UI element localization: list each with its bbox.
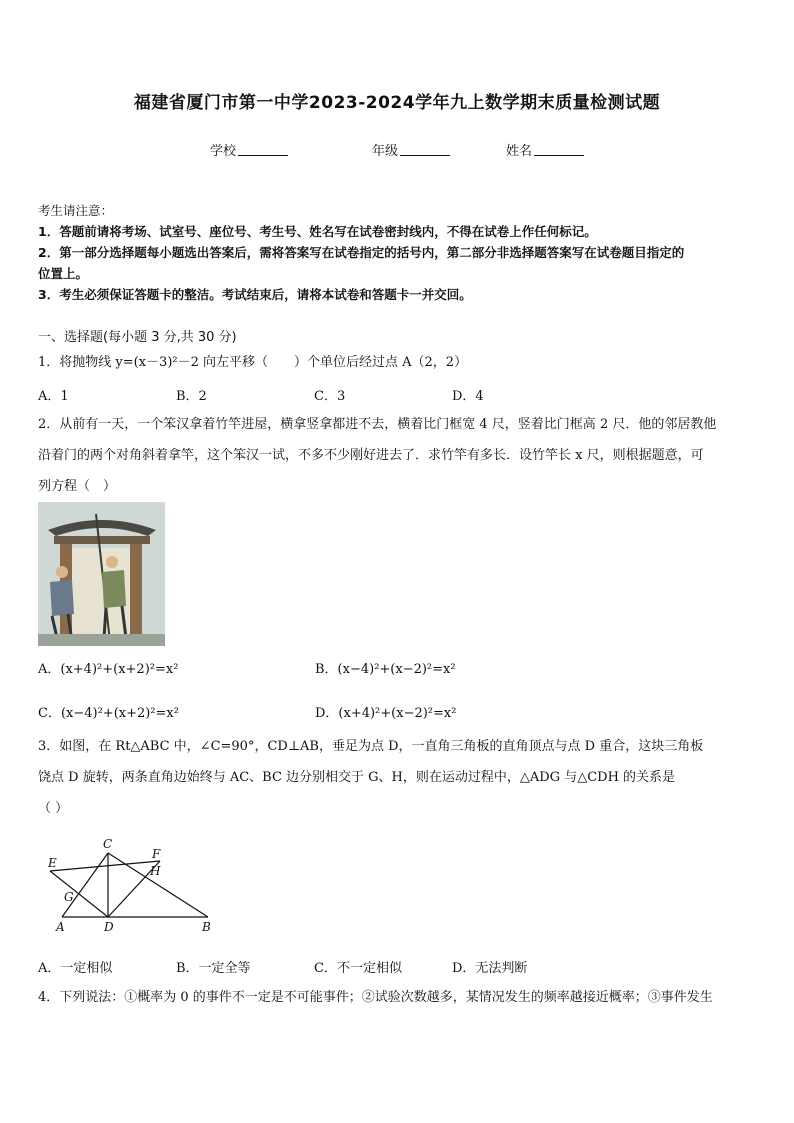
- q3-option-d: D．无法判断: [452, 961, 528, 976]
- notice-item: 位置上。: [38, 266, 89, 281]
- notice-item: 2．第一部分选择题每小题选出答案后，需将答案写在试卷指定的括号内，第二部分非选择题答案写在试卷题目指定的: [38, 245, 685, 260]
- label-b: B: [202, 920, 211, 934]
- question-2-line: 2．从前有一天，一个笨汉拿着竹竿进屋，横拿竖拿都进不去，横着比门框宽 4 尺，竖着比门框高 2 尺．他的邻居教他: [38, 417, 717, 432]
- q1-option-c: C．3: [314, 389, 346, 404]
- q1-option-d: D．4: [452, 389, 484, 404]
- q2-option-b: B．(x−4)²+(x−2)²=x²: [315, 662, 456, 677]
- label-e: E: [48, 856, 57, 870]
- page-title: 福建省厦门市第一中学2023-2024学年九上数学期末质量检测试题: [133, 93, 661, 113]
- question-2-line: 沿着门的两个对角斜着拿竿，这个笨汉一试，不多不少刚好进去了．求竹竿有多长．设竹竿长 x 尺，则根据题意，可: [38, 448, 704, 463]
- label-d: D: [104, 920, 114, 934]
- label-h: H: [150, 864, 161, 878]
- question-3-line: （ ）: [38, 801, 69, 816]
- question-4-line: 4．下列说法：①概率为 0 的事件不一定是不可能事件；②试验次数越多，某情况发生的频率越接近概率；③事件发生: [38, 990, 713, 1005]
- question-3-line: 饶点 D 旋转，两条直角边始终与 AC、BC 边分别相交于 G、H，则在运动过程中，△ADG 与△CDH 的关系是: [38, 770, 676, 785]
- question-2-line: 列方程（ ）: [38, 479, 117, 494]
- q3-option-c: C．不一定相似: [314, 961, 402, 976]
- q3-option-a: A．一定相似: [38, 961, 113, 976]
- notice-heading: 考生请注意：: [38, 203, 114, 218]
- grade-field: 年级: [372, 140, 450, 159]
- question-1-stem: 1．将抛物线 y=(x－3)²－2 向左平移（ ）个单位后经过点 A（2，2）: [38, 355, 468, 370]
- q3-option-b: B．一定全等: [176, 961, 251, 976]
- triangle-figure: [40, 835, 220, 935]
- question-3-line: 3．如图，在 Rt△ABC 中，∠C=90°，CD⊥AB，垂足为点 D，一直角三角板的直角顶点与点 D 重合，这块三角板: [38, 739, 704, 754]
- q2-option-d: D．(x+4)²+(x−2)²=x²: [315, 706, 457, 721]
- q2-option-c: C．(x−4)²+(x+2)²=x²: [38, 706, 179, 721]
- label-f: F: [152, 847, 161, 861]
- q2-option-a: A．(x+4)²+(x+2)²=x²: [38, 662, 179, 677]
- notice-item: 3．考生必须保证答题卡的整洁。考试结束后，请将本试卷和答题卡一并交回。: [38, 287, 472, 302]
- bamboo-door-illustration: [38, 502, 165, 646]
- notice: [38, 200, 758, 305]
- label-g: G: [64, 890, 74, 904]
- name-field: 姓名: [506, 140, 584, 159]
- label-c: C: [103, 837, 113, 851]
- q1-option-b: B．2: [176, 389, 207, 404]
- section-heading: 一、选择题(每小题 3 分,共 30 分): [38, 330, 237, 345]
- notice-item: 1．答题前请将考场、试室号、座位号、考生号、姓名写在试卷密封线内，不得在试卷上作任何标记。: [38, 224, 597, 239]
- label-a: A: [56, 920, 65, 934]
- q1-option-a: A．1: [38, 389, 69, 404]
- school-field: 学校: [210, 140, 288, 159]
